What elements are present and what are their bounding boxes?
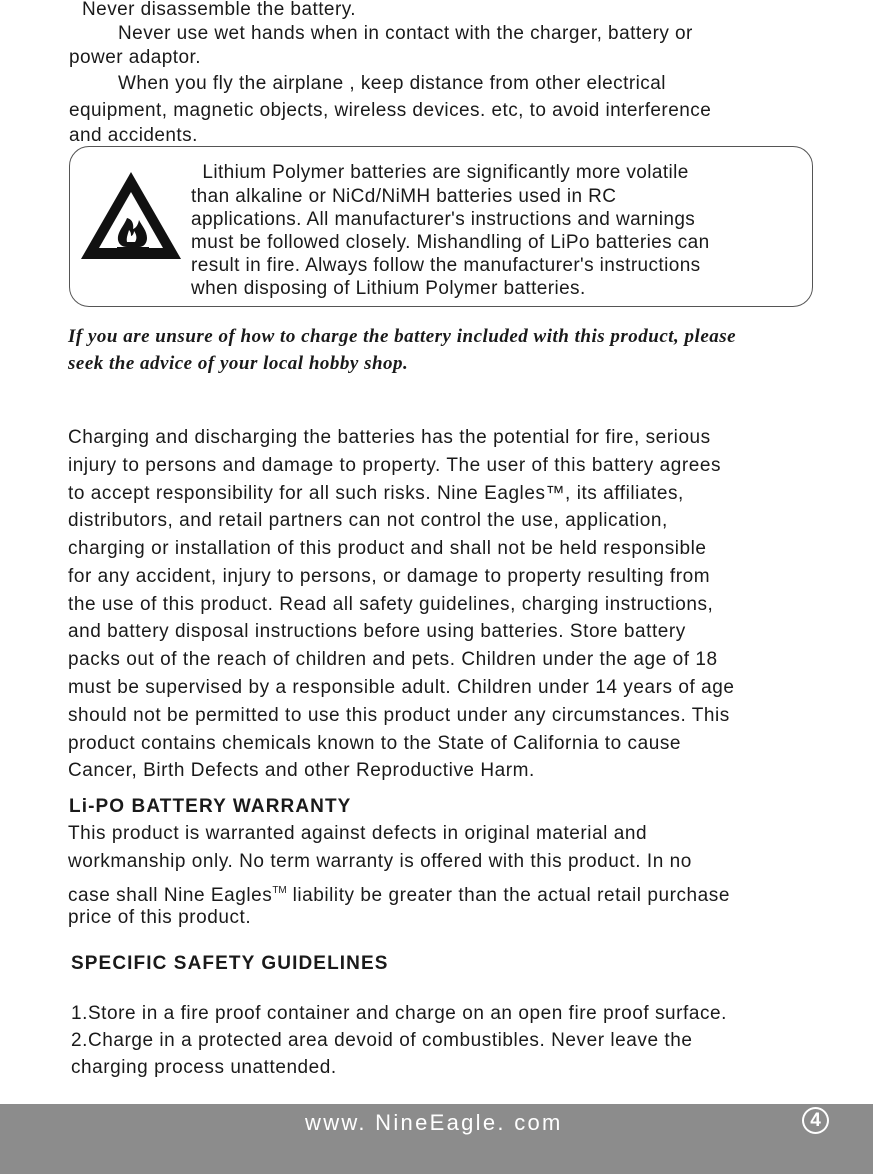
warning-line: than alkaline or NiCd/NiMH batteries used in RC	[191, 186, 617, 207]
liability-line: should not be permitted to use this product under any circumstances. This	[68, 705, 730, 726]
warranty-line: price of this product.	[68, 907, 252, 928]
footer-url[interactable]: www. NineEagle. com	[305, 1110, 563, 1135]
intro-line: and accidents.	[69, 125, 198, 146]
warranty-line	[68, 881, 730, 905]
warranty-line: This product is warranted against defects in original material and	[68, 823, 648, 844]
liability-line: charging or installation of this product and shall not be held responsible	[68, 538, 707, 559]
guidelines-title: SPECIFIC SAFETY GUIDELINES	[71, 953, 389, 974]
guideline-item: 1.Store in a fire proof container and charge on an open fire proof surface.	[71, 1003, 727, 1024]
liability-line: Cancer, Birth Defects and other Reproductive Harm.	[68, 760, 535, 781]
liability-line: the use of this product. Read all safety guidelines, charging instructions,	[68, 594, 714, 615]
liability-line: must be supervised by a responsible adult. Children under 14 years of age	[68, 677, 735, 698]
warning-line: Lithium Polymer batteries are significantly more volatile	[191, 162, 689, 183]
liability-line: product contains chemicals known to the State of California to cause	[68, 733, 681, 754]
warranty-line: workmanship only. No term warranty is offered with this product. In no	[68, 851, 692, 872]
warranty-title: Li-PO BATTERY WARRANTY	[69, 796, 352, 817]
liability-line: and battery disposal instructions before using batteries. Store battery	[68, 621, 686, 642]
intro-line: power adaptor.	[69, 47, 201, 68]
liability-line: injury to persons and damage to property. The user of this battery agrees	[68, 455, 722, 476]
warning-line: must be followed closely. Mishandling of LiPo batteries can	[191, 232, 710, 253]
liability-line: packs out of the reach of children and pets. Children under the age of 18	[68, 649, 718, 670]
intro-line: When you fly the airplane , keep distance from other electrical	[118, 73, 666, 94]
warning-line: when disposing of Lithium Polymer batteries.	[191, 278, 586, 299]
page-number-badge	[802, 1107, 829, 1134]
advice-line: If you are unsure of how to charge the battery included with this product, please	[68, 326, 737, 347]
intro-line: Never use wet hands when in contact with the charger, battery or	[118, 23, 693, 44]
warning-line: applications. All manufacturer's instructions and warnings	[191, 209, 696, 230]
warning-line: result in fire. Always follow the manufacturer's instructions	[191, 255, 701, 276]
guideline-item: 2.Charge in a protected area devoid of combustibles. Never leave the	[71, 1030, 693, 1051]
liability-line: for any accident, injury to persons, or damage to property resulting from	[68, 566, 711, 587]
fire-hazard-icon	[77, 168, 185, 264]
intro-line: Never disassemble the battery.	[82, 0, 356, 20]
liability-line: to accept responsibility for all such risks. Nine Eagles™, its affiliates,	[68, 483, 684, 504]
advice-line: seek the advice of your local hobby shop.	[68, 353, 409, 374]
warranty-text: liability be greater than the actual retail purchase	[286, 885, 730, 906]
guideline-item: charging process unattended.	[71, 1057, 337, 1078]
trademark-mark: TM	[272, 885, 287, 896]
page-number: 4	[804, 1109, 827, 1132]
warranty-text: case shall Nine Eagles	[68, 885, 273, 906]
intro-line: equipment, magnetic objects, wireless devices. etc, to avoid interference	[69, 100, 712, 121]
liability-line: Charging and discharging the batteries has the potential for fire, serious	[68, 427, 711, 448]
liability-line: distributors, and retail partners can not control the use, application,	[68, 510, 668, 531]
